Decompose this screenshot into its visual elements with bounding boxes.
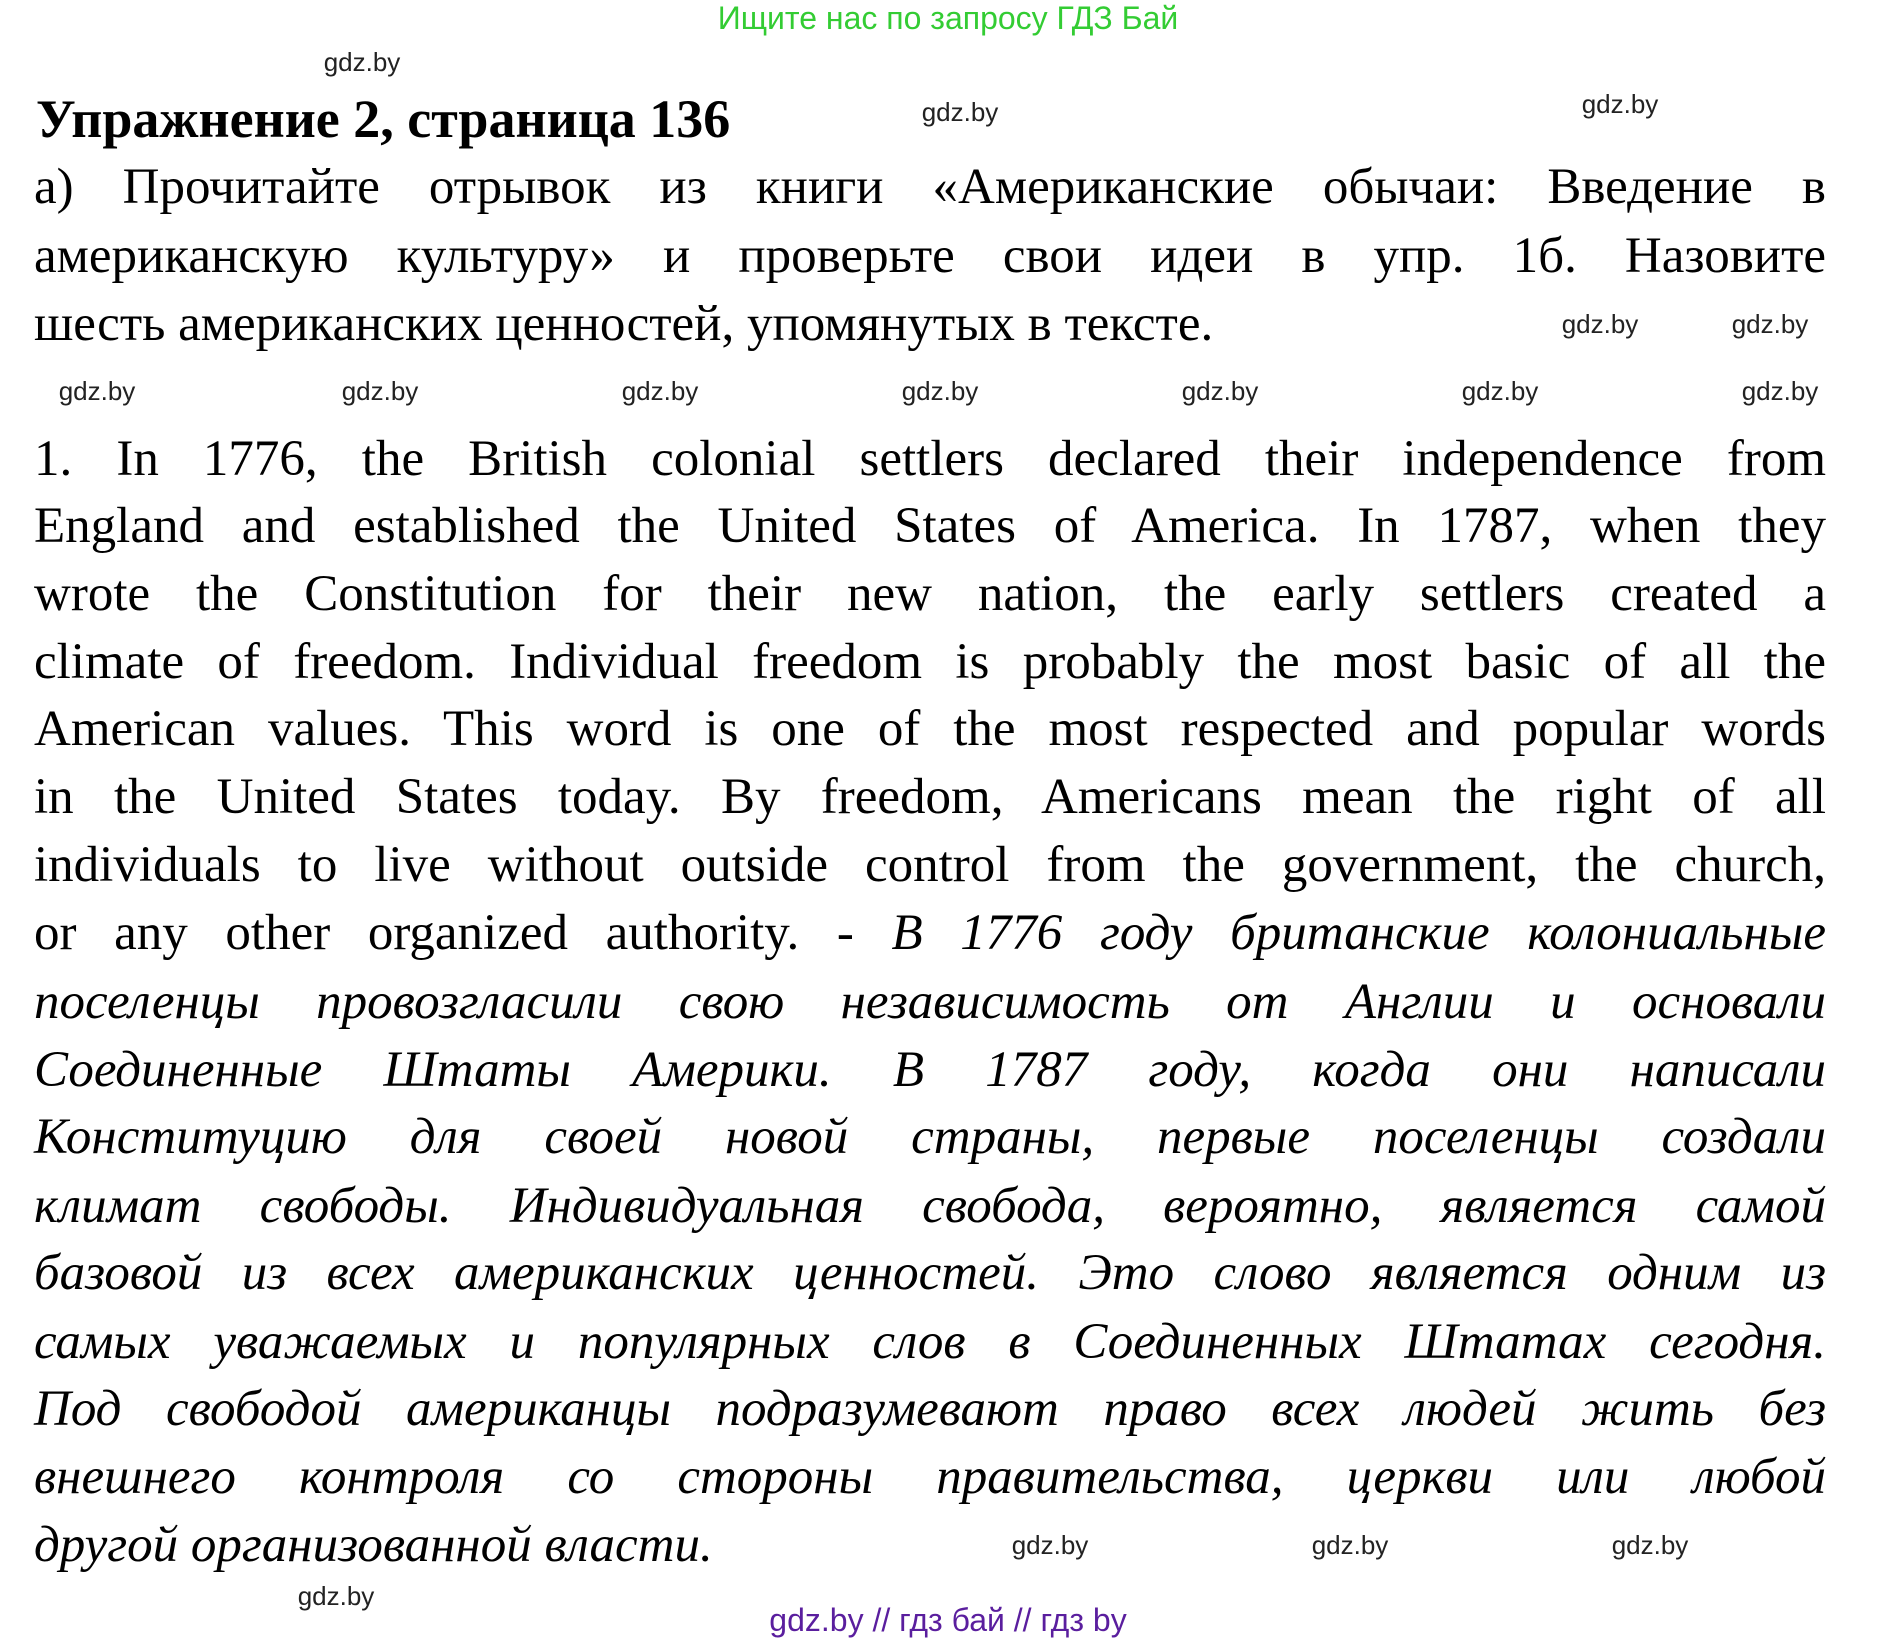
translation-line: климат свободы. Индивидуальная свобода, вероятно, является самой	[34, 1178, 1826, 1234]
watermark: gdz.by	[1741, 376, 1819, 406]
watermark: gdz.by	[341, 376, 419, 406]
watermark: gdz.by	[58, 376, 136, 406]
watermark: gdz.by	[1581, 89, 1659, 119]
top-banner: Ищите нас по запросу ГДЗ Бай	[717, 0, 1179, 36]
watermark: gdz.by	[921, 97, 999, 127]
english-text: or any other organized authority. -	[34, 905, 892, 961]
page-title: Упражнение 2, страница 136	[36, 89, 731, 149]
task-line: шесть американских ценностей, упомянутых в тексте.	[34, 296, 1214, 352]
translation-line: другой организованной власти.	[34, 1517, 713, 1573]
mixed-line	[34, 899, 1826, 967]
english-line: 1. In 1776, the British colonial settlers declared their independence from	[34, 431, 1826, 487]
watermark: gdz.by	[1181, 376, 1259, 406]
english-line: wrote the Constitution for their new nation, the early settlers created a	[34, 566, 1826, 622]
task-line: а) Прочитайте отрывок из книги «Американские обычаи: Введение в	[34, 159, 1826, 215]
footer-links[interactable]: gdz.by // гдз бай // гдз by	[769, 1602, 1127, 1638]
english-line: American values. This word is one of the most respected and popular words	[34, 701, 1826, 757]
watermark: gdz.by	[1461, 376, 1539, 406]
watermark: gdz.by	[901, 376, 979, 406]
watermark: gdz.by	[323, 47, 401, 77]
translation-line: внешнего контроля со стороны правительства, церкви или любой	[34, 1449, 1826, 1505]
watermark: gdz.by	[1311, 1530, 1389, 1560]
english-line: England and established the United States of America. In 1787, when they	[34, 498, 1826, 554]
watermark: gdz.by	[1011, 1530, 1089, 1560]
translation-line: Под свободой американцы подразумевают право всех людей жить без	[34, 1381, 1826, 1437]
watermark: gdz.by	[621, 376, 699, 406]
translation-line: Конституцию для своей новой страны, первые поселенцы создали	[34, 1109, 1826, 1165]
translation-line: базовой из всех американских ценностей. Это слово является одним из	[34, 1245, 1826, 1301]
english-line: in the United States today. By freedom, Americans mean the right of all	[34, 769, 1826, 825]
watermark: gdz.by	[1561, 309, 1639, 339]
russian-text: В 1776 году британские колониальные	[891, 905, 1826, 961]
watermark: gdz.by	[297, 1581, 375, 1611]
english-line: climate of freedom. Individual freedom is probably the most basic of all the	[34, 634, 1826, 690]
translation-line: Соединенные Штаты Америки. В 1787 году, когда они написали	[34, 1042, 1826, 1098]
watermark: gdz.by	[1611, 1530, 1689, 1560]
translation-line: самых уважаемых и популярных слов в Соединенных Штатах сегодня.	[34, 1314, 1826, 1370]
watermark: gdz.by	[1731, 309, 1809, 339]
english-line: individuals to live without outside control from the government, the church,	[34, 837, 1826, 893]
task-line: американскую культуру» и проверьте свои идеи в упр. 1б. Назовите	[34, 228, 1826, 284]
translation-line: поселенцы провозгласили свою независимость от Англии и основали	[34, 974, 1826, 1030]
